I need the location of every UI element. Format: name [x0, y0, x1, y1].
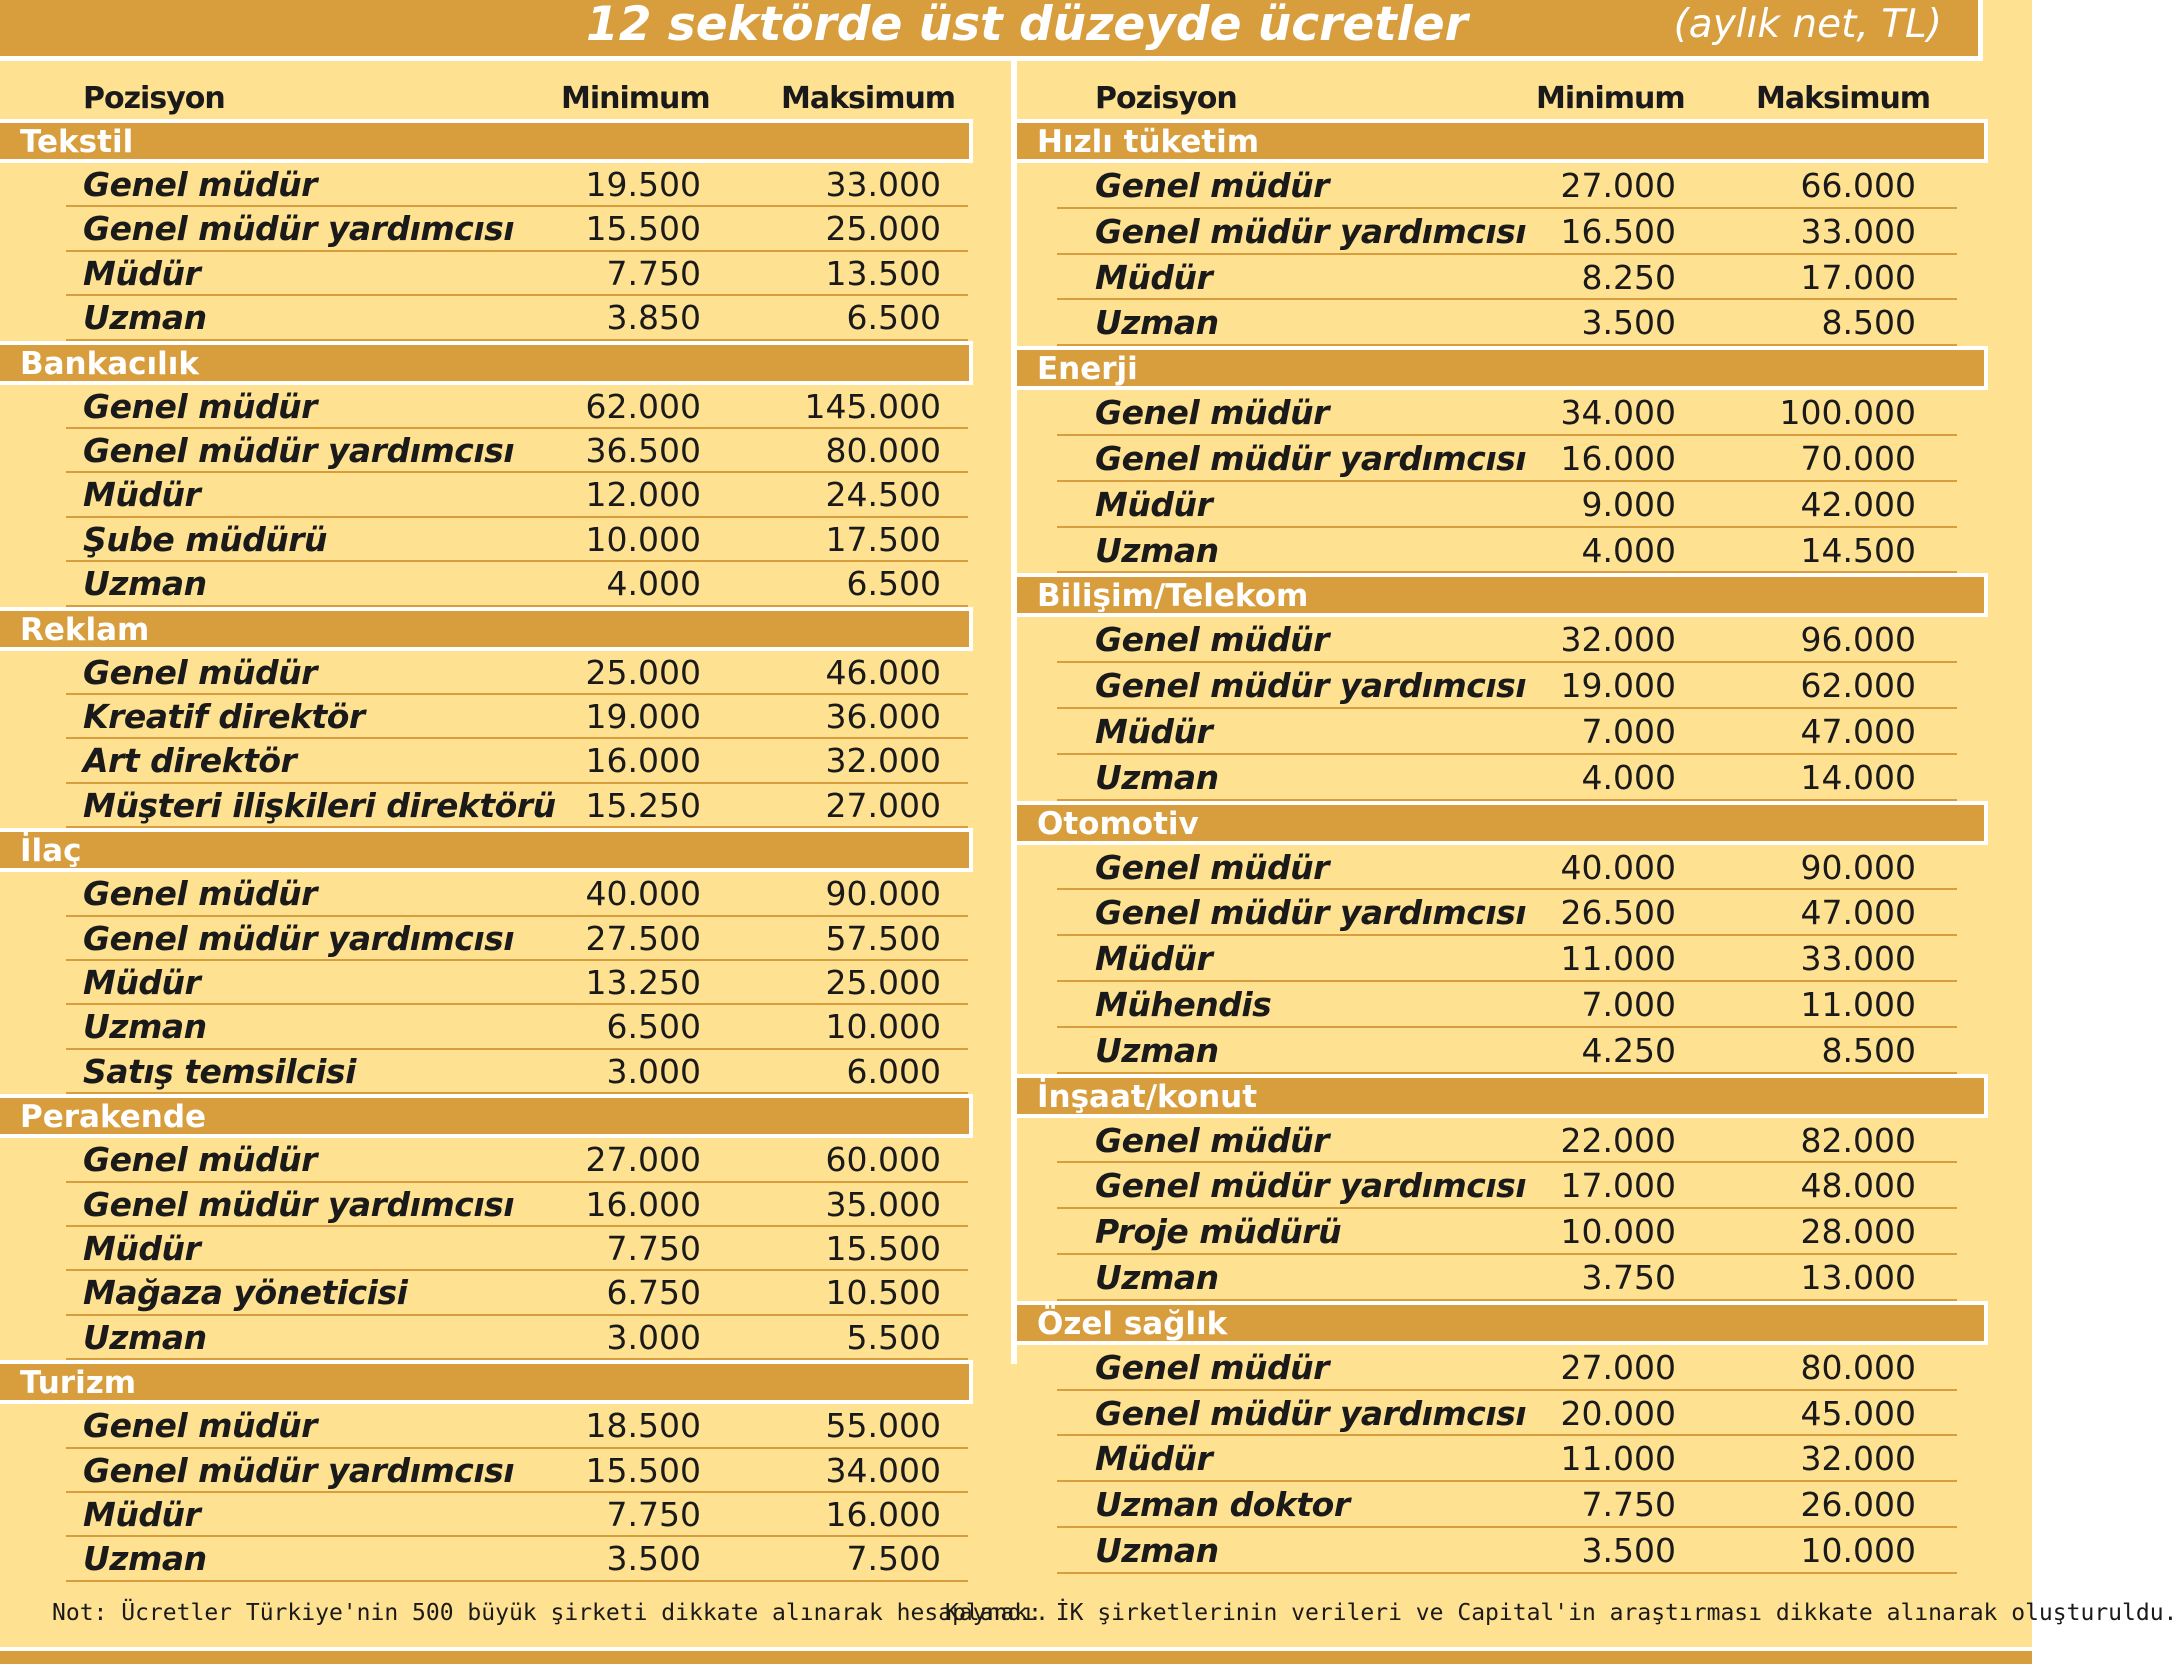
table-row	[1057, 390, 1957, 436]
right-column	[1011, 61, 1984, 1649]
table-row	[66, 1404, 968, 1448]
position-cell: Genel müdür	[83, 1140, 317, 1180]
position-cell: Uzman	[1095, 1258, 1219, 1297]
position-cell: Genel müdür yardımcısı	[1095, 893, 1527, 933]
sector-header	[1017, 119, 1988, 163]
position-cell: Müdür	[1095, 1439, 1213, 1479]
minimum-cell: 32.000	[1560, 620, 1676, 660]
position-cell: Uzman	[83, 1539, 207, 1579]
position-cell: Mağaza yöneticisi	[83, 1273, 408, 1313]
minimum-cell: 19.000	[585, 697, 701, 736]
table-row	[1057, 1118, 1957, 1164]
maximum-cell: 145.000	[804, 386, 941, 426]
sector-header	[1017, 801, 1988, 845]
position-cell: Genel müdür yardımcısı	[1095, 1393, 1527, 1433]
minimum-cell: 27.000	[585, 1140, 701, 1180]
position-cell: Genel müdür yardımcısı	[83, 1450, 515, 1490]
maximum-cell: 15.500	[825, 1229, 941, 1268]
table-row	[1057, 482, 1957, 528]
table-row	[1057, 1436, 1957, 1482]
maximum-cell: 28.000	[1800, 1212, 1916, 1252]
position-cell: Genel müdür	[1095, 166, 1329, 205]
position-cell: Genel müdür	[83, 1406, 317, 1446]
table-row	[66, 207, 968, 251]
table-row	[66, 1493, 968, 1537]
maximum-cell: 13.000	[1800, 1258, 1916, 1297]
minimum-cell: 16.500	[1560, 211, 1676, 251]
maximum-cell: 17.000	[1800, 257, 1916, 297]
maximum-cell: 14.500	[1800, 530, 1916, 570]
footnote-note: Not: Ücretler Türkiye'nin 500 büyük şirketi dikkate alınarak hesaplandı.	[52, 1600, 1049, 1626]
table-row	[1057, 936, 1957, 982]
table-row	[66, 163, 968, 207]
table-row	[66, 695, 968, 739]
table-row	[66, 961, 968, 1005]
maximum-cell: 47.000	[1800, 893, 1916, 933]
minimum-cell: 26.500	[1560, 893, 1676, 933]
sector-name: Tekstil	[20, 124, 134, 160]
table-row	[66, 651, 968, 695]
table-row	[66, 917, 968, 961]
sector-header	[0, 1094, 973, 1138]
minimum-cell: 11.000	[1560, 1439, 1676, 1479]
maximum-cell: 26.000	[1800, 1485, 1916, 1525]
position-cell: Müdür	[1095, 484, 1213, 524]
table-row	[1057, 617, 1957, 663]
position-cell: Müdür	[1095, 257, 1213, 297]
bottom-bar	[0, 1647, 2032, 1664]
table-row	[1057, 163, 1957, 209]
maximum-cell: 90.000	[825, 874, 941, 914]
maximum-cell: 62.000	[1800, 666, 1916, 706]
maximum-cell: 48.000	[1800, 1166, 1916, 1206]
position-cell: Genel müdür	[1095, 393, 1329, 433]
position-cell: Mühendis	[1095, 985, 1272, 1024]
maximum-cell: 11.000	[1800, 985, 1916, 1024]
minimum-cell: 4.000	[606, 564, 701, 604]
table-row	[66, 562, 968, 606]
table-row	[1057, 663, 1957, 709]
sector-header	[0, 1360, 973, 1404]
position-cell: Genel müdür yardımcısı	[1095, 1166, 1527, 1206]
position-cell: Uzman	[1095, 1531, 1219, 1570]
position-cell: Genel müdür	[1095, 1347, 1329, 1387]
table-row	[1057, 982, 1957, 1028]
table-row	[1057, 436, 1957, 482]
minimum-cell: 10.000	[585, 519, 701, 559]
table-row	[66, 784, 968, 828]
page-title: 12 sektörde üst düzeyde ücretler	[586, 0, 1468, 52]
table-row	[66, 385, 968, 429]
position-cell: Genel müdür yardımcısı	[83, 918, 515, 958]
position-cell: Genel müdür yardımcısı	[83, 1184, 515, 1224]
minimum-cell: 22.000	[1560, 1120, 1676, 1160]
sector-name: Turizm	[20, 1365, 137, 1402]
position-cell: Genel müdür yardımcısı	[83, 431, 515, 470]
maximum-cell: 13.500	[825, 253, 941, 293]
position-cell: Müdür	[1095, 712, 1213, 751]
minimum-cell: 3.850	[606, 298, 701, 338]
left-column	[18, 61, 1014, 1649]
maximum-cell: 46.000	[825, 652, 941, 692]
maximum-cell: 36.000	[825, 697, 941, 736]
minimum-cell: 3.500	[606, 1539, 701, 1579]
maximum-cell: 90.000	[1800, 847, 1916, 887]
minimum-cell: 40.000	[1560, 847, 1676, 887]
minimum-cell: 15.250	[585, 785, 701, 825]
maximum-cell: 33.000	[825, 165, 941, 204]
minimum-cell: 4.000	[1581, 757, 1676, 797]
sector-name: Bankacılık	[20, 345, 200, 382]
position-cell: Proje müdürü	[1095, 1212, 1342, 1252]
minimum-cell: 7.000	[1581, 985, 1676, 1024]
table-row	[1057, 1528, 1957, 1574]
position-cell: Genel müdür	[1095, 847, 1329, 887]
column-header-position: Pozisyon	[1095, 81, 1237, 116]
column-header-position: Pozisyon	[83, 81, 225, 116]
sector-header	[0, 119, 973, 163]
table-row	[1057, 1028, 1957, 1074]
table-row	[66, 1271, 968, 1315]
position-cell: Genel müdür	[1095, 620, 1329, 660]
minimum-cell: 34.000	[1560, 393, 1676, 433]
position-cell: Müşteri ilişkileri direktörü	[83, 785, 556, 825]
maximum-cell: 82.000	[1800, 1120, 1916, 1160]
minimum-cell: 4.000	[1581, 530, 1676, 570]
maximum-cell: 24.500	[825, 475, 941, 515]
position-cell: Müdür	[83, 963, 201, 1002]
minimum-cell: 11.000	[1560, 939, 1676, 979]
maximum-cell: 33.000	[1800, 939, 1916, 979]
maximum-cell: 45.000	[1800, 1393, 1916, 1433]
sector-header	[0, 341, 973, 385]
position-cell: Kreatif direktör	[83, 697, 365, 736]
sector-header	[0, 828, 973, 872]
minimum-cell: 15.500	[585, 1450, 701, 1490]
maximum-cell: 16.000	[825, 1495, 941, 1534]
table-row	[1057, 300, 1957, 346]
column-header-maximum: Maksimum	[781, 81, 956, 116]
maximum-cell: 80.000	[825, 431, 941, 470]
maximum-cell: 5.500	[846, 1317, 941, 1357]
table-row	[1057, 1482, 1957, 1528]
sector-header	[1017, 573, 1988, 617]
sector-name: İnşaat/konut	[1037, 1078, 1258, 1115]
column-divider	[1011, 61, 1017, 1364]
maximum-cell: 96.000	[1800, 620, 1916, 660]
minimum-cell: 16.000	[1560, 439, 1676, 478]
position-cell: Genel müdür	[83, 386, 317, 426]
sector-name: Hızlı tüketim	[1037, 124, 1260, 160]
position-cell: Genel müdür yardımcısı	[1095, 439, 1527, 478]
minimum-cell: 7.000	[1581, 712, 1676, 751]
maximum-cell: 66.000	[1800, 166, 1916, 205]
maximum-cell: 34.000	[825, 1450, 941, 1490]
minimum-cell: 3.500	[1581, 303, 1676, 343]
position-cell: Uzman	[1095, 303, 1219, 343]
minimum-cell: 27.000	[1560, 1347, 1676, 1387]
table-row	[1057, 1209, 1957, 1255]
maximum-cell: 27.000	[825, 785, 941, 825]
position-cell: Uzman	[1095, 757, 1219, 797]
maximum-cell: 25.000	[825, 963, 941, 1002]
table-row	[1057, 255, 1957, 301]
table-row	[1057, 845, 1957, 891]
minimum-cell: 6.750	[606, 1273, 701, 1313]
table-row	[1057, 709, 1957, 755]
sector-header	[1017, 1301, 1988, 1345]
sector-name: Reklam	[20, 611, 150, 648]
maximum-cell: 32.000	[825, 741, 941, 781]
maximum-cell: 17.500	[825, 519, 941, 559]
table-row	[66, 739, 968, 783]
table-row	[66, 1138, 968, 1182]
minimum-cell: 3.000	[606, 1051, 701, 1091]
title-bar	[0, 0, 1983, 61]
sector-header	[0, 607, 973, 651]
minimum-cell: 12.000	[585, 475, 701, 515]
page-subtitle: (aylık net, TL)	[1673, 2, 1942, 47]
maximum-cell: 8.500	[1821, 1030, 1916, 1070]
minimum-cell: 25.000	[585, 652, 701, 692]
table-row	[66, 429, 968, 473]
position-cell: Uzman	[83, 1317, 207, 1357]
position-cell: Uzman	[83, 298, 207, 338]
position-cell: Müdür	[1095, 939, 1213, 979]
maximum-cell: 6.000	[846, 1051, 941, 1091]
position-cell: Genel müdür yardımcısı	[1095, 211, 1527, 251]
position-cell: Şube müdürü	[83, 519, 328, 559]
minimum-cell: 27.500	[585, 918, 701, 958]
minimum-cell: 36.500	[585, 431, 701, 470]
minimum-cell: 9.000	[1581, 484, 1676, 524]
table-row	[66, 872, 968, 916]
minimum-cell: 27.000	[1560, 166, 1676, 205]
minimum-cell: 10.000	[1560, 1212, 1676, 1252]
minimum-cell: 62.000	[585, 386, 701, 426]
position-cell: Genel müdür	[83, 165, 317, 204]
position-cell: Uzman	[1095, 530, 1219, 570]
minimum-cell: 8.250	[1581, 257, 1676, 297]
column-header-minimum: Minimum	[1536, 81, 1685, 116]
maximum-cell: 100.000	[1779, 393, 1916, 433]
maximum-cell: 47.000	[1800, 712, 1916, 751]
table-row	[66, 1050, 968, 1094]
position-cell: Müdür	[83, 253, 201, 293]
minimum-cell: 16.000	[585, 741, 701, 781]
minimum-cell: 15.500	[585, 209, 701, 249]
table-row	[1057, 209, 1957, 255]
maximum-cell: 6.500	[846, 298, 941, 338]
column-header-minimum: Minimum	[561, 81, 710, 116]
sector-name: Özel sağlık	[1037, 1305, 1228, 1342]
sector-name: Enerji	[1037, 351, 1138, 388]
minimum-cell: 7.750	[606, 253, 701, 293]
table-row	[1057, 1163, 1957, 1209]
table-row	[1057, 890, 1957, 936]
minimum-cell: 40.000	[585, 874, 701, 914]
table-row	[1057, 1345, 1957, 1391]
minimum-cell: 7.750	[606, 1495, 701, 1534]
table-row	[66, 1316, 968, 1360]
minimum-cell: 7.750	[1581, 1485, 1676, 1525]
position-cell: Uzman	[83, 1007, 207, 1047]
maximum-cell: 7.500	[846, 1539, 941, 1579]
position-cell: Müdür	[83, 1229, 201, 1268]
sector-name: İlaç	[20, 833, 82, 870]
minimum-cell: 20.000	[1560, 1393, 1676, 1433]
maximum-cell: 14.000	[1800, 757, 1916, 797]
maximum-cell: 57.500	[825, 918, 941, 958]
position-cell: Uzman doktor	[1095, 1485, 1350, 1525]
maximum-cell: 70.000	[1800, 439, 1916, 478]
sector-header	[1017, 1074, 1988, 1118]
maximum-cell: 60.000	[825, 1140, 941, 1180]
minimum-cell: 13.250	[585, 963, 701, 1002]
table-row	[66, 1449, 968, 1493]
minimum-cell: 16.000	[585, 1184, 701, 1224]
table-row	[66, 296, 968, 340]
maximum-cell: 10.000	[1800, 1531, 1916, 1570]
minimum-cell: 17.000	[1560, 1166, 1676, 1206]
position-cell: Genel müdür	[83, 652, 317, 692]
table-row	[66, 473, 968, 517]
maximum-cell: 10.000	[825, 1007, 941, 1047]
position-cell: Uzman	[1095, 1030, 1219, 1070]
table-row	[66, 1227, 968, 1271]
table-row	[66, 518, 968, 562]
position-cell: Müdür	[83, 475, 201, 515]
sector-header	[1017, 346, 1988, 390]
maximum-cell: 42.000	[1800, 484, 1916, 524]
minimum-cell: 3.000	[606, 1317, 701, 1357]
position-cell: Satış temsilcisi	[83, 1051, 356, 1091]
table-row	[1057, 1391, 1957, 1437]
maximum-cell: 10.500	[825, 1273, 941, 1313]
position-cell: Müdür	[83, 1495, 201, 1534]
table-row	[1057, 1255, 1957, 1301]
minimum-cell: 19.500	[585, 165, 701, 204]
position-cell: Genel müdür yardımcısı	[1095, 666, 1527, 706]
footnote-source: Kaynak: İK şirketlerinin verileri ve Capital'in araştırması dikkate alınarak oluşturuldu.	[945, 1600, 2177, 1626]
minimum-cell: 6.500	[606, 1007, 701, 1047]
maximum-cell: 32.000	[1800, 1439, 1916, 1479]
minimum-cell: 7.750	[606, 1229, 701, 1268]
table-row	[66, 1005, 968, 1049]
table-row	[66, 1537, 968, 1581]
table-row	[66, 1183, 968, 1227]
minimum-cell: 4.250	[1581, 1030, 1676, 1070]
maximum-cell: 55.000	[825, 1406, 941, 1446]
maximum-cell: 8.500	[1821, 303, 1916, 343]
maximum-cell: 35.000	[825, 1184, 941, 1224]
table-row	[66, 252, 968, 296]
sector-name: Bilişim/Telekom	[1037, 578, 1309, 615]
maximum-cell: 33.000	[1800, 211, 1916, 251]
maximum-cell: 25.000	[825, 209, 941, 249]
minimum-cell: 3.500	[1581, 1531, 1676, 1570]
position-cell: Uzman	[83, 564, 207, 604]
position-cell: Art direktör	[83, 741, 297, 781]
sector-name: Otomotiv	[1037, 805, 1199, 842]
position-cell: Genel müdür	[1095, 1120, 1329, 1160]
minimum-cell: 19.000	[1560, 666, 1676, 706]
position-cell: Genel müdür	[83, 874, 317, 914]
position-cell: Genel müdür yardımcısı	[83, 209, 515, 249]
table-row	[1057, 528, 1957, 574]
minimum-cell: 3.750	[1581, 1258, 1676, 1297]
sector-name: Perakende	[20, 1099, 207, 1136]
minimum-cell: 18.500	[585, 1406, 701, 1446]
maximum-cell: 6.500	[846, 564, 941, 604]
column-header-maximum: Maksimum	[1756, 81, 1931, 116]
maximum-cell: 80.000	[1800, 1347, 1916, 1387]
table-row	[1057, 755, 1957, 801]
